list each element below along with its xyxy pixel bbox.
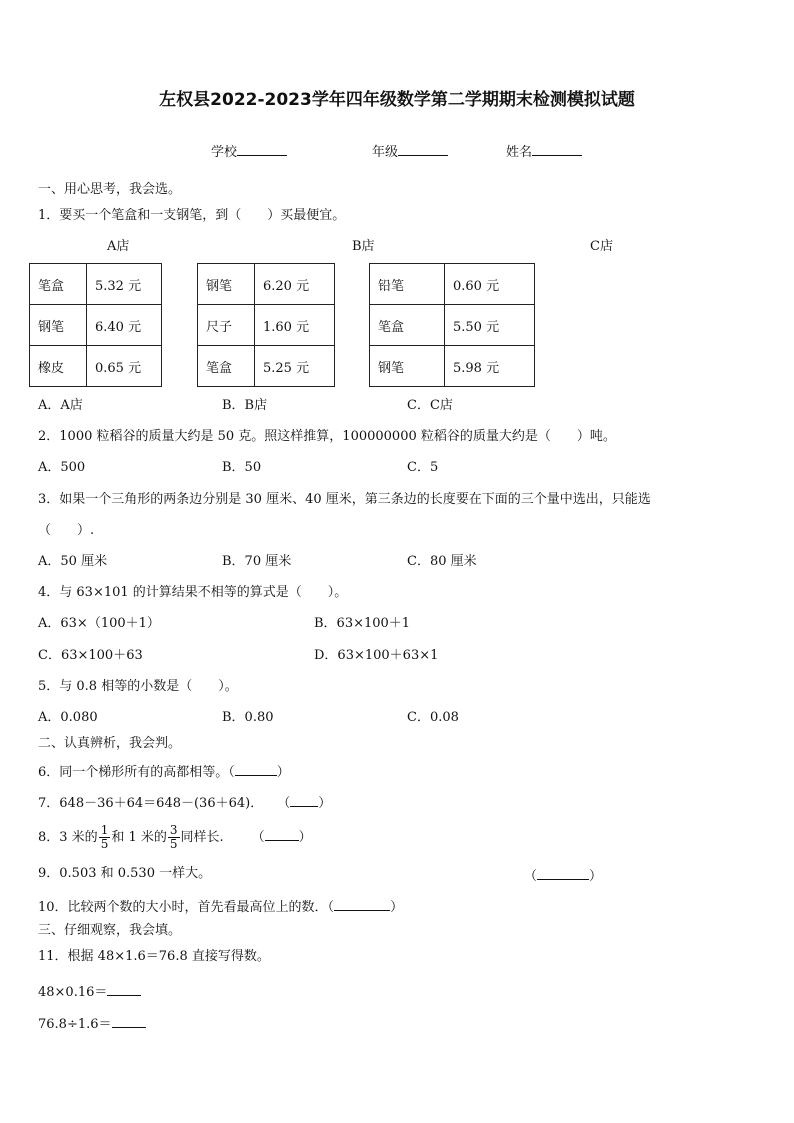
paren-left: （ [524, 869, 538, 884]
question-text: 8．3 米的 [38, 830, 98, 845]
q5-option-b[interactable]: B．0.80 [222, 710, 274, 725]
answer-blank[interactable] [235, 762, 277, 776]
table-cell: 5.25 元 [255, 346, 335, 387]
table-cell: 铅笔 [370, 264, 445, 305]
question-5: 5．与 0.8 相等的小数是（ ）。 [38, 679, 238, 694]
question-3-cont: （ ）. [38, 523, 95, 538]
q4-option-c[interactable]: C．63×100＋63 [38, 648, 143, 663]
question-1: 1．要买一个笔盒和一支钢笔，到（ ）买最便宜。 [38, 208, 346, 223]
question-text: 10．比较两个数的大小时，首先看最高位上的数． [38, 900, 328, 915]
table-row [30, 346, 162, 387]
table-cell: 6.20 元 [255, 264, 335, 305]
school-field [211, 142, 287, 161]
school-label: 学校 [211, 145, 238, 160]
table-cell: 笔盒 [198, 346, 255, 387]
question-text: 同样长. [180, 830, 224, 845]
paren-right: ） [276, 765, 290, 780]
table-cell: 5.98 元 [445, 346, 535, 387]
question-2: 2．1000 粒稻谷的质量大约是 50 克。照这样推算，100000000 粒稻谷的质量大约是（ ）吨。 [38, 429, 616, 444]
q11-line-1 [38, 982, 141, 1001]
q4-option-a[interactable]: A．63×（100＋1） [38, 616, 160, 631]
table-cell: 钢笔 [198, 264, 255, 305]
q3-option-c[interactable]: C．80 厘米 [407, 554, 477, 569]
fraction-numerator: 1 [100, 823, 109, 837]
table-cell: 5.32 元 [87, 264, 162, 305]
question-7 [38, 793, 331, 812]
question-11: 11．根据 48×1.6＝76.8 直接写得数。 [38, 949, 270, 964]
paren-right: ） [589, 869, 603, 884]
fraction-1 [99, 824, 111, 851]
q1-option-a[interactable]: A．A店 [38, 398, 83, 413]
name-field [506, 142, 582, 161]
fraction-2 [168, 824, 180, 851]
q11-line-2 [38, 1014, 146, 1033]
table-row [198, 264, 335, 305]
section-2-heading: 二、认真辨析，我会判。 [38, 736, 182, 751]
paren-left: （ [251, 830, 265, 845]
answer-blank[interactable] [112, 1014, 146, 1028]
table-cell: 尺子 [198, 305, 255, 346]
q4-option-d[interactable]: D．63×100＋63×1 [314, 648, 439, 663]
section-3-heading: 三、仔细观察，我会填。 [38, 923, 182, 938]
paren-left: （ [327, 900, 335, 915]
equation-text: 48×0.16＝ [38, 985, 108, 1000]
table-cell: 笔盒 [30, 264, 87, 305]
q1-option-b[interactable]: B．B店 [222, 398, 268, 413]
question-8 [38, 818, 312, 858]
paren-left: （ [228, 765, 235, 780]
answer-blank[interactable] [537, 866, 589, 880]
table-row [198, 305, 335, 346]
equation-text: 76.8÷1.6＝ [38, 1017, 112, 1032]
fraction-numerator: 3 [169, 823, 178, 837]
answer-blank[interactable] [290, 793, 318, 807]
price-table-a [29, 263, 162, 387]
table-cell: 5.50 元 [445, 305, 535, 346]
table-cell: 0.60 元 [445, 264, 535, 305]
q2-option-c[interactable]: C．5 [407, 460, 439, 475]
table-row [30, 264, 162, 305]
q2-option-a[interactable]: A．500 [38, 460, 86, 475]
answer-blank[interactable] [265, 827, 299, 841]
table-cell: 橡皮 [30, 346, 87, 387]
q1-option-c[interactable]: C．C店 [407, 398, 453, 413]
paren-right: ） [318, 796, 332, 811]
table-cell: 0.65 元 [87, 346, 162, 387]
shop-a-label: A店 [107, 239, 130, 254]
table-row [30, 305, 162, 346]
grade-field [372, 142, 448, 161]
price-table-c [369, 263, 535, 387]
question-text: 和 1 米的 [111, 830, 167, 845]
table-cell: 笔盒 [370, 305, 445, 346]
question-4: 4．与 63×101 的计算结果不相等的算式是（ ）。 [38, 585, 348, 600]
question-6 [38, 762, 290, 781]
q4-option-b[interactable]: B．63×100＋1 [314, 616, 411, 631]
grade-label: 年级 [372, 145, 399, 160]
question-3: 3．如果一个三角形的两条边分别是 30 厘米、40 厘米，第三条边的长度要在下面的三个量中选出，只能选 [38, 492, 651, 507]
table-row [198, 346, 335, 387]
table-cell: 钢笔 [370, 346, 445, 387]
page-title: 左权县2022-2023学年四年级数学第二学期期末检测模拟试题 [159, 90, 635, 110]
paren-right: ） [390, 900, 404, 915]
shop-c-label: C店 [590, 239, 613, 254]
table-row [370, 264, 535, 305]
question-text: 6．同一个梯形所有的高都相等。 [38, 765, 229, 780]
fraction-denominator: 5 [100, 837, 109, 851]
answer-blank[interactable] [107, 982, 141, 996]
table-cell: 钢笔 [30, 305, 87, 346]
q5-option-a[interactable]: A．0.080 [38, 710, 98, 725]
shop-b-label: B店 [352, 239, 375, 254]
table-cell: 6.40 元 [87, 305, 162, 346]
name-label: 姓名 [506, 145, 533, 160]
q9-answer [524, 866, 602, 885]
name-blank[interactable] [532, 142, 582, 156]
question-text: 7．648－36＋64＝648－(36＋64)． [38, 796, 264, 811]
fraction-denominator: 5 [169, 837, 178, 851]
paren-left: （ [277, 796, 291, 811]
question-10 [38, 897, 403, 916]
table-row [370, 305, 535, 346]
grade-blank[interactable] [398, 142, 448, 156]
paren-right: ） [298, 830, 312, 845]
q2-option-b[interactable]: B．50 [222, 460, 262, 475]
q3-option-b[interactable]: B．70 厘米 [222, 554, 292, 569]
section-1-heading: 一、用心思考，我会选。 [38, 182, 182, 197]
question-9: 9．0.503 和 0.530 一样大。 [38, 866, 212, 881]
q5-option-c[interactable]: C．0.08 [407, 710, 459, 725]
q3-option-a[interactable]: A．50 厘米 [38, 554, 108, 569]
school-blank[interactable] [237, 142, 287, 156]
answer-blank[interactable] [334, 897, 390, 911]
table-row [370, 346, 535, 387]
table-cell: 1.60 元 [255, 305, 335, 346]
price-table-b [197, 263, 335, 387]
